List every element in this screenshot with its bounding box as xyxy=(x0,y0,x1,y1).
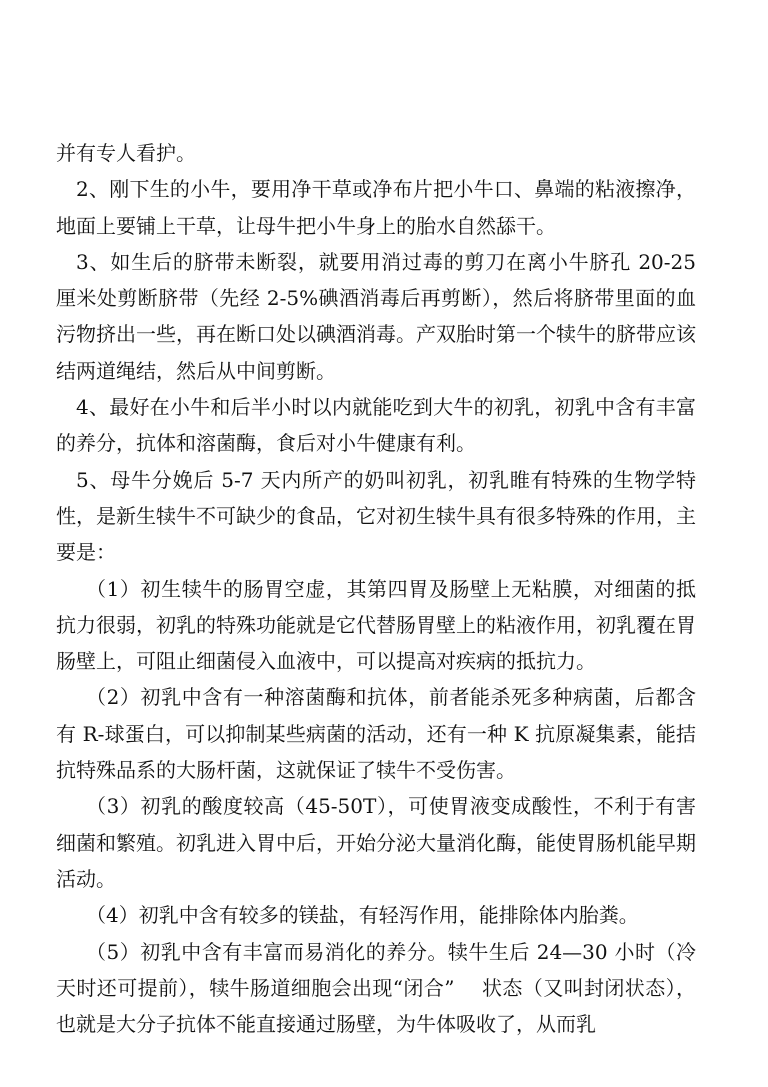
paragraph-item-5: 5、母牛分娩后 5-7 天内所产的奶叫初乳，初乳睢有特殊的生物学特性，是新生犊牛不可缺少的食品，它对初生犊牛具有很多特殊的作用，主要是： xyxy=(56,467,696,565)
paragraph-subitem-4: （4）初乳中含有较多的镁盐，有轻泻作用，能排除体内胎粪。 xyxy=(86,903,639,928)
paragraph-item-2: 2、刚下生的小牛，要用净干草或净布片把小牛口、鼻端的粘液擦净，地面上要铺上干草，让母牛把小牛身上的胎水自然舔干。 xyxy=(56,177,696,238)
paragraph-subitem-1: （1）初生犊牛的肠胃空虚，其第四胃及肠壁上无粘膜，对细菌的抵抗力很弱，初乳的特殊功能就是它代替肠胃壁上的粘液作用，初乳覆在胃肠壁上，可阻止细菌侵入血液中，可以提高对疾病的抵抗力。 xyxy=(56,576,696,674)
document-body xyxy=(56,135,696,1042)
paragraph-item-3: 3、如生后的脐带未断裂，就要用消过毒的剪刀在离小牛脐孔 20-25 厘米处剪断脐带（先经 2-5%碘酒消毒后再剪断），然后将脐带里面的血污物挤出一些，再在断口处以碘酒消毒。产双胎时第一个犊牛的脐带应该结两道绳结，然后从中间剪断。 xyxy=(56,249,696,383)
paragraph-continuation: 并有专人看护。 xyxy=(56,141,196,165)
paragraph-subitem-2: （2）初乳中含有一种溶菌酶和抗体，前者能杀死多种病菌，后都含有 R-球蛋白，可以抑制某些病菌的活动，还有一种 K 抗原凝集素，能拮抗特殊品系的大肠杆菌，这就保证了犊牛不受伤害。 xyxy=(56,685,696,783)
paragraph-item-4: 4、最好在小牛和后半小时以内就能吃到大牛的初乳，初乳中含有丰富的养分，抗体和溶菌酶，食后对小牛健康有利。 xyxy=(56,395,696,456)
paragraph-subitem-3: （3）初乳的酸度较高（45-50T），可使胃液变成酸性，不利于有害细菌和繁殖。初乳进入胃中后，开始分泌大量消化酶，能使胃肠机能早期活动。 xyxy=(56,794,696,891)
paragraph-subitem-5: （5）初乳中含有丰富而易消化的养分。犊牛生后 24—30 小时（冷天时还可提前），犊牛肠道细胞会出现“闭合” 状态（又叫封闭状态），也就是大分子抗体不能直接通过肠壁，为牛体吸收了，从而乳 xyxy=(56,939,696,1037)
